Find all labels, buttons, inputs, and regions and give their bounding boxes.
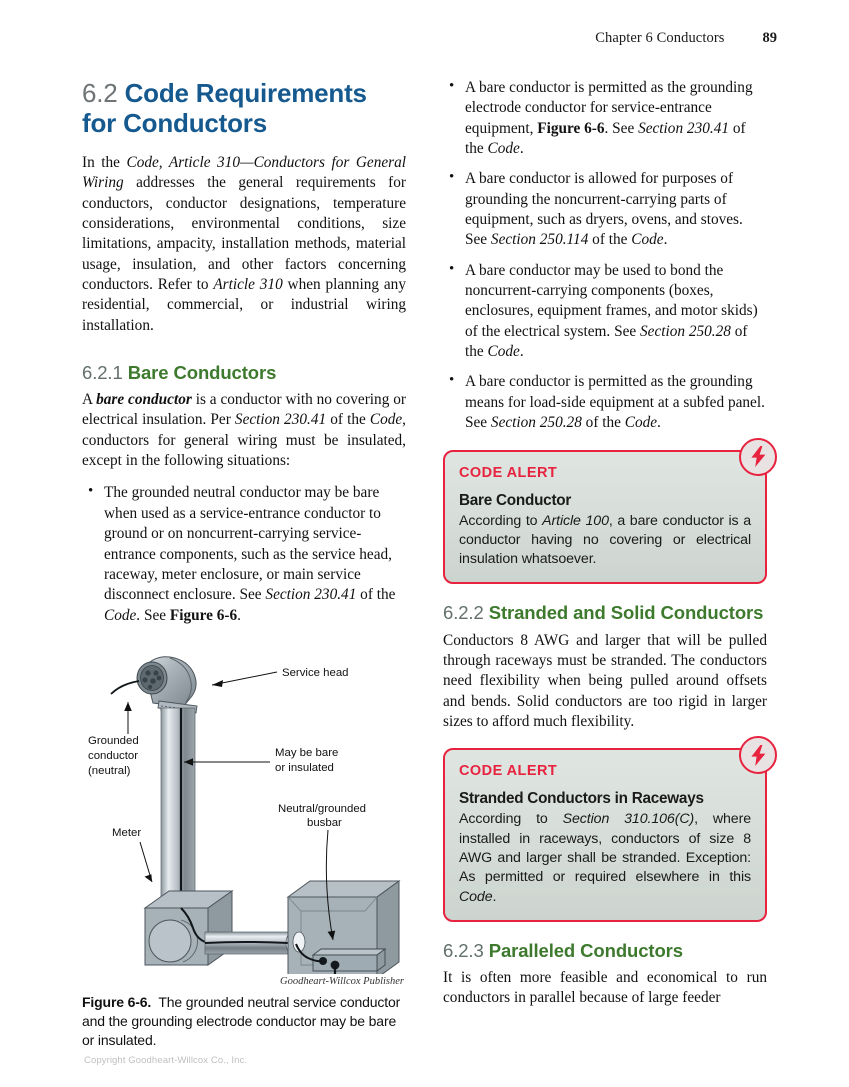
italic-run: Code, Article 310—Conductors for General Wiring [82, 153, 406, 192]
code-alert-title: Bare Conductor [459, 491, 572, 509]
page-number: 89 [762, 30, 777, 46]
subsection-number: 6.2.2 [443, 602, 484, 624]
bullet-list-left [82, 483, 406, 625]
code-alert-body [459, 512, 751, 570]
section-number: 6.2 [82, 78, 118, 108]
italic-run: Article 310 [213, 275, 283, 293]
text-run: . [519, 343, 524, 361]
italic-run: Section 230.41 [638, 119, 729, 137]
subsection-number: 6.2.3 [443, 939, 484, 961]
label-may-be-bare-line2: or insulated [275, 761, 334, 774]
service-entrance-diagram [82, 644, 406, 974]
italic-run: Article 100 [542, 512, 609, 529]
text-run: of the [326, 411, 370, 429]
italic-run: Section 310.106(C) [562, 811, 695, 828]
intro-paragraph [82, 153, 406, 336]
text-run: A bare conductor is allowed for purposes of grounding the noncurrent-carrying parts of equipment, such as dryers, ovens, and stoves. See [465, 170, 743, 249]
bold-italic-run: bare conductor [96, 391, 192, 409]
code-alert-bare-conductor [443, 450, 767, 585]
italic-run: Code [487, 140, 520, 158]
text-run: of the [465, 119, 746, 158]
figure-6-6 [82, 644, 406, 1050]
code-alert-title: Stranded Conductors in Raceways [459, 790, 704, 808]
lightning-bolt-icon [739, 736, 777, 774]
text-run: . [657, 414, 661, 432]
text-run: . See [136, 606, 170, 624]
italic-run: Section 250.114 [490, 231, 589, 249]
label-service-head: Service head [282, 666, 349, 679]
label-may-be-bare-line1: May be bare [275, 746, 339, 759]
bold-run: Figure 6-6 [537, 119, 605, 137]
subsection-title: Bare Conductors [127, 361, 277, 383]
paragraph-621 [82, 390, 406, 471]
horizontal-raceway [205, 932, 300, 954]
italic-run: Section 230.41 [234, 411, 327, 429]
text-run: of the [581, 414, 625, 432]
paragraph-623: It is often more feasible and economical to run conductors in parallel because of large feeder [443, 969, 767, 1007]
label-meter: Meter [112, 826, 142, 839]
label-busbar-line1: Neutral/grounded [278, 802, 367, 815]
list-item [443, 372, 767, 433]
italic-run: Code [104, 606, 137, 624]
text-run: , a bare conductor is a conductor having no covering or electrical insulation whatsoever. [459, 512, 751, 568]
service-mast-raceway [161, 708, 195, 908]
text-run: In the [82, 153, 127, 171]
subsection-number: 6.2.1 [82, 361, 123, 383]
code-alert-kicker: CODE ALERT [459, 464, 558, 481]
text-run: . [519, 140, 524, 158]
subsection-heading-623 [443, 940, 767, 962]
italic-run: Section 230.41 [265, 586, 357, 604]
section-title: Code Requirements for Conductors [82, 78, 367, 139]
code-alert-stranded-conductors [443, 748, 767, 922]
paragraph-622: Conductors 8 AWG and larger that will be pulled through raceways must be stranded. The conductors need flexibility when being pulled around offsets and bends. Solid conductors are too rigid in larger sizes to afford much flexibility. [443, 631, 767, 730]
service-panel-enclosure [288, 881, 399, 974]
text-run: when planning any residential, commercial, or industrial wiring installation. [82, 275, 406, 334]
copyright-notice: Copyright Goodheart-Willcox Co., Inc. [84, 1055, 248, 1066]
italic-run: Code [487, 343, 520, 361]
list-item [443, 261, 767, 363]
text-run: . [492, 888, 497, 905]
running-head [595, 30, 777, 47]
text-run: , where installed in raceways, conductors of size 8 AWG and larger shall be stranded. Exception: As permitted or required elsewhere in this [459, 811, 751, 886]
text-run: A bare conductor may be used to bond the noncurrent-carrying components (boxes, enclosures, equipment frames, and motor skids) of the electrical system. See [465, 261, 758, 340]
bullet-list-right [443, 78, 767, 434]
italic-run: Code [631, 231, 664, 249]
list-item [82, 483, 406, 625]
text-run: of the [465, 322, 748, 361]
text-run: According to [459, 512, 543, 529]
figure-caption-text: The grounded neutral service conductor and the grounding electrode conductor may be bare or insulated. [82, 993, 401, 1048]
label-busbar-line2: busbar [307, 816, 342, 829]
subsection-heading-621 [82, 362, 406, 384]
text-run: of the [588, 231, 632, 249]
right-column [443, 78, 767, 1009]
italic-run: Code [369, 411, 403, 429]
label-grounded-conductor-line3: (neutral) [88, 764, 131, 777]
text-run: According to [459, 811, 563, 828]
text-run: , conductors for general wiring must be insulated, except in the following situations: [82, 411, 406, 470]
section-heading-62 [82, 78, 406, 139]
bold-run: Figure 6-6 [169, 606, 238, 624]
figure-credit: Goodheart-Willcox Publisher [280, 975, 404, 987]
label-grounded-conductor-line2: conductor [88, 749, 139, 762]
label-grounding-electrode-line1 [119, 973, 222, 974]
code-alert-kicker: CODE ALERT [459, 763, 558, 780]
text-run: . [237, 606, 241, 624]
text-run: . [663, 231, 668, 249]
italic-run: Section 250.28 [640, 322, 731, 340]
text-run: A [82, 391, 97, 409]
text-run: addresses the general requirements for conductors, conductor designations, temperature considerations, environmental conditions, size limitations, ampacity, installation methods, material usage, insulation, and other factors concerning conductors. Refer to [82, 174, 406, 293]
subsection-heading-622 [443, 602, 767, 624]
figure-caption-label: Figure 6-6. [82, 993, 152, 1010]
lightning-bolt-icon [739, 438, 777, 476]
text-run: is a conductor with no covering or electrical insulation. Per [82, 391, 406, 429]
left-column [82, 78, 406, 1050]
code-alert-body [459, 810, 751, 907]
italic-run: Section 250.28 [490, 414, 582, 432]
figure-caption [82, 993, 406, 1050]
italic-run: Code [624, 414, 658, 432]
service-head-graphic [111, 657, 197, 714]
italic-run: Code [459, 888, 493, 905]
text-run: of the [356, 586, 396, 604]
list-item [443, 169, 767, 250]
list-item [443, 78, 767, 159]
label-grounded-conductor-line1: Grounded [88, 734, 139, 747]
subsection-title: Stranded and Solid Conductors [488, 602, 764, 624]
text-run: . See [604, 119, 639, 137]
subsection-title: Paralleled Conductors [488, 939, 683, 961]
text-run: The grounded neutral conductor may be bare when used as a service-entrance conductor to ground or on noncurrent-carrying service-entrance components, such as the service head, raceway, meter enclosure, or main service disconnect enclosure. See [104, 484, 392, 604]
text-run: A bare conductor is permitted as the grounding means for load-side equipment at a subfed panel. See [465, 373, 765, 432]
text-run: A bare conductor is permitted as the grounding electrode conductor for service-entrance equipment, [465, 79, 753, 137]
running-head-chapter: Chapter 6 Conductors [595, 30, 725, 46]
